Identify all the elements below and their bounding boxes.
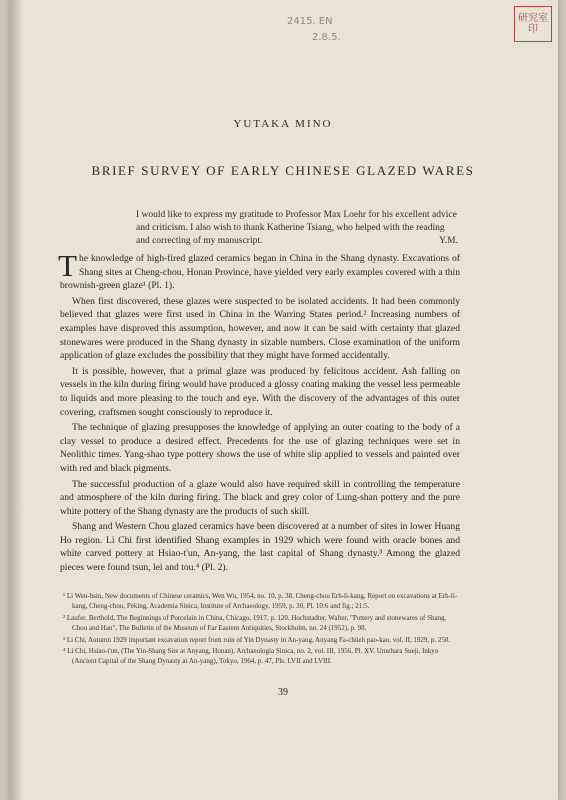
paragraph-1-text: he knowledge of high-fired glazed ceramics began in China in the Shang dynasty. Excavations of Shang sites at Cheng-chou, Honan Province, have yielded very early examples covered with a thin brownish-green glaze¹ (Pl. 1).	[60, 253, 460, 292]
acknowledgement-signature: Y.M.	[439, 236, 458, 246]
paragraph-6: Shang and Western Chou glazed ceramics have been discovered at a number of sites in lower Huang Ho region. Li Chi first identified Shang examples in 1929 which were found with oracle bones and white carved pottery at Hsiao-t'un, An-yang, the last capital of Shang dynasty.³ Among the glazed pieces were found tsun, lei and tou.⁴ (Pl. 2).	[60, 521, 460, 574]
footnote-3: ³ Li Chi, Autumn 1929 important excavation report from ruin of Yin Dynasty in An-yang, Anyang Fa-chüeh pao-kao, vol. II, 1929, p. 250.	[63, 635, 451, 644]
pencil-note-2: 2.8.5.	[312, 32, 341, 43]
page-number: 39	[278, 687, 288, 698]
library-stamp: 研究室 印	[514, 6, 552, 42]
paragraph-1	[58, 248, 460, 293]
footnote-4: ⁴ Li Chi, Hsiao-t'un, (The Yin-Shang Site at Anyang, Honan), Archaeologia Sinica, no. 2, vol. III, 1956, Pl. XV. Umehara Sueji, Inkyo (Ancient Capital of the Shang Dynasty at An-yang), Tokyo, 1964, p. 47, Pls. LVII and LVIII.	[63, 647, 439, 666]
author-name: YUTAKA MINO	[233, 118, 333, 130]
paragraph-5: The successful production of a glaze would also have required skill in controlling the temperature and atmosphere of the kiln during firing. The black and grey color of Lung-shan pottery and the pure white pottery of the Shang dynasty are the products of such skill.	[60, 478, 460, 517]
footnote-1: ¹ Li Wen-hsin, New documents of Chinese ceramics, Wen Wu, 1954, no. 10, p. 38. Cheng-chou Erh-li-kang, Report on excavations at Erh-li-kang, Cheng-chou, Peking, Academia Sinica, Institute of Archaeology, 1959, p. 30, Pl. 10:6 and fig.; 21:5.	[63, 592, 458, 611]
pencil-note-1: 2415. EN	[287, 16, 333, 27]
paragraph-3: It is possible, however, that a primal glaze was produced by felicitous accident. Ash falling on vessels in the kiln during firing would have produced a glossy coating making the vessel less permeable to liquids and more pleasing to the touch and eye. With the discovery of the advantages of this outer covering, craftsmen sought consciously to reproduce it.	[60, 365, 460, 418]
acknowledgement	[136, 209, 458, 248]
acknowledgement-text: I would like to express my gratitude to Professor Max Loehr for his excellent advice and criticism. I also wish to thank Katherine Tsiang, who helped with the reading and correcting of my manuscript.	[136, 210, 457, 246]
paragraph-4: The technique of glazing presupposes the knowledge of applying an outer coating to the body of a clay vessel to produce a desired effect. Precedents for the use of glazing techniques were set in Neolithic times. Yang-shao type pottery shows the use of white slip applied to vessels and painted over with red and black pigments.	[60, 422, 460, 474]
footnotes	[60, 591, 460, 668]
footnote-2: ² Laufer, Berthold, The Beginnings of Porcelain in China, Chicago, 1917, p. 120. Hochstadter, Walter, "Pottery and stonewares of Shang, Chou and Han", The Bulletin of the Museum of Far Eastern Antiquities, Stockholm, no. 24 (1952), p. 98.	[63, 613, 447, 633]
article-body	[58, 248, 460, 577]
paragraph-2: When first discovered, these glazes were suspected to be isolated accidents. It had been commonly believed that glazes were first used in China in the Warring States period.² Increasing numbers of examples have disproved this assumption, however, and now it can be said with certainty that glazed stonewares were produced in the Shang dynasty in sizable numbers. Close examination of the uniform application of glaze excludes the possibility that they might have formed accidentally.	[60, 295, 460, 362]
drop-cap: T	[58, 248, 77, 283]
article-title: BRIEF SURVEY OF EARLY CHINESE GLAZED WARES	[91, 163, 475, 178]
